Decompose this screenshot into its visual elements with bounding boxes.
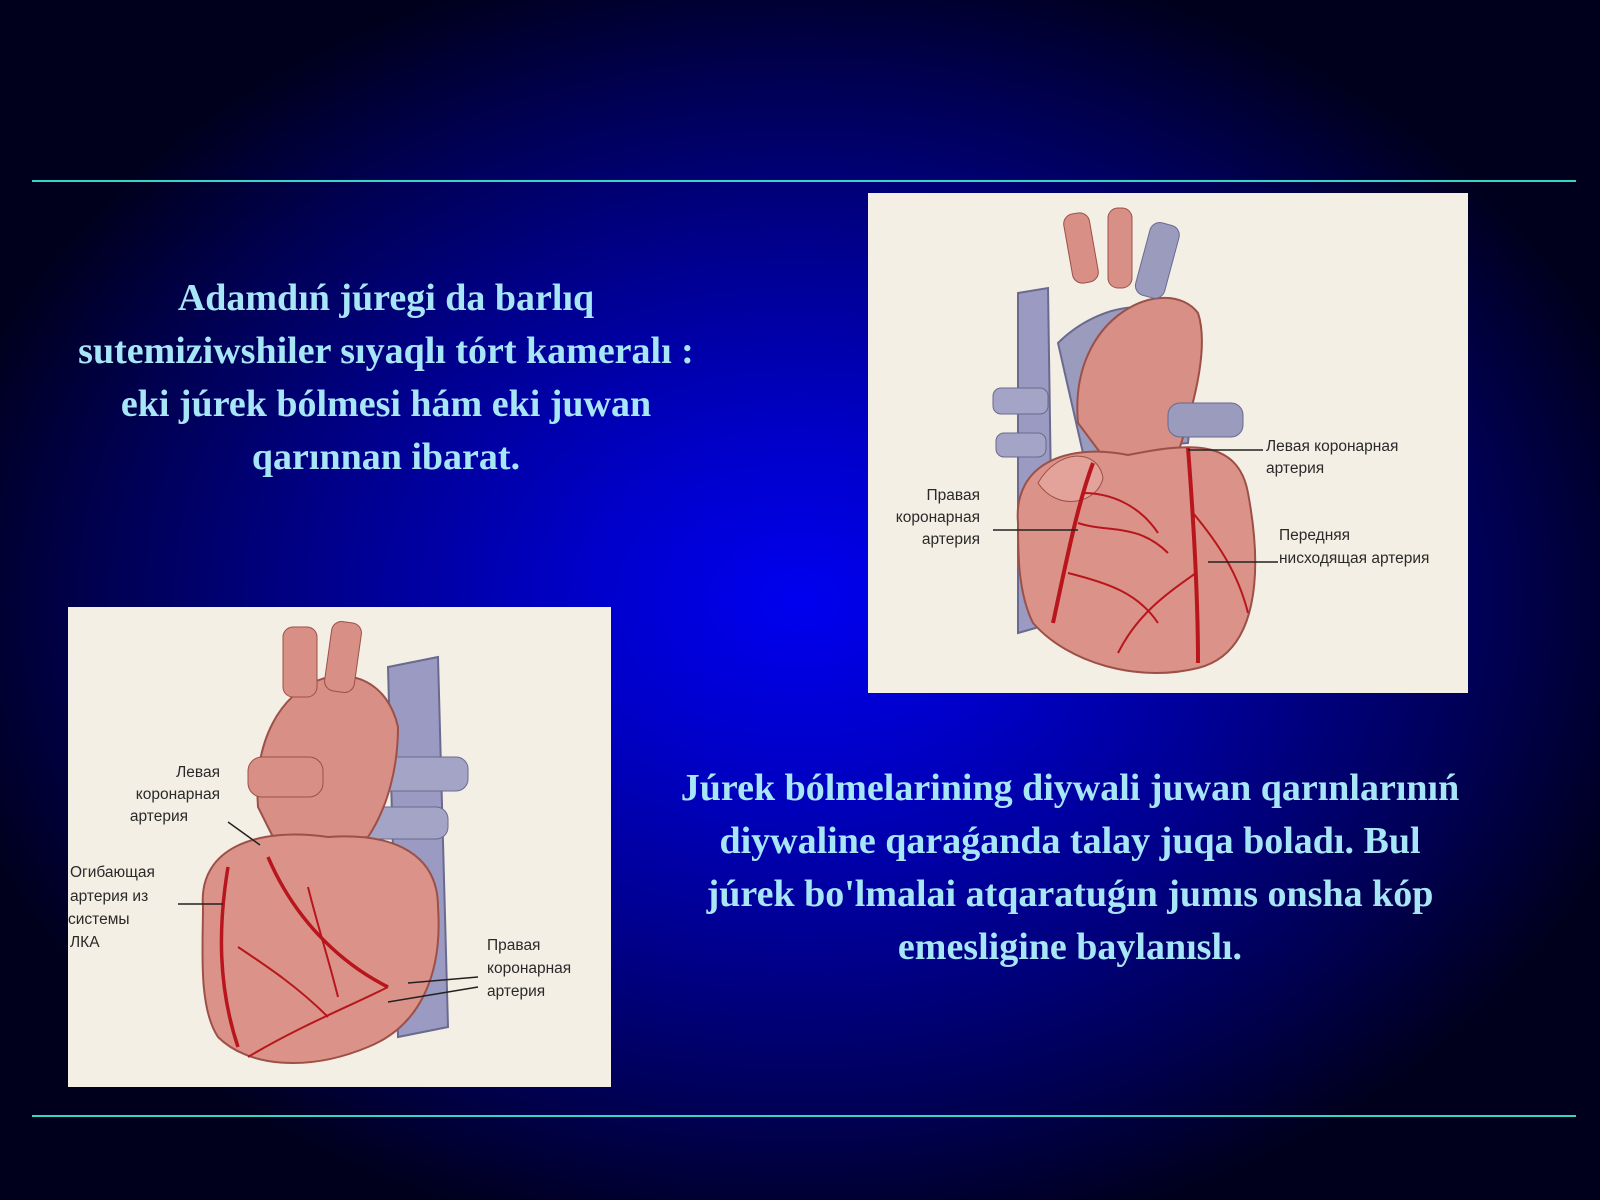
label-right-coronary-3: артерия bbox=[921, 531, 980, 548]
label-left-coronary-1: Левая коронарная bbox=[1266, 438, 1399, 455]
aortic-root bbox=[248, 757, 323, 797]
label-circumflex-3: системы bbox=[68, 911, 130, 928]
heart-figure-left bbox=[68, 607, 611, 1087]
label-circumflex-2: артерия из bbox=[70, 888, 149, 905]
label-left-coronary-1: Левая bbox=[176, 764, 220, 781]
bottom-rule-line bbox=[32, 1115, 1576, 1117]
label-right-coronary-3: артерия bbox=[487, 983, 546, 1000]
heart-figure-right bbox=[868, 193, 1468, 693]
top-rule-line bbox=[32, 180, 1576, 182]
label-circumflex-1: Огибающая bbox=[70, 864, 155, 881]
label-circumflex-4: ЛКА bbox=[70, 934, 100, 951]
aortic-branch bbox=[1062, 211, 1100, 284]
label-right-coronary-1: Правая bbox=[487, 937, 541, 954]
label-right-coronary-1: Правая bbox=[926, 487, 980, 504]
aortic-branch bbox=[283, 627, 317, 697]
heart-illustration-left bbox=[68, 607, 611, 1087]
label-left-coronary-3: артерия bbox=[129, 808, 188, 825]
label-left-coronary-2: коронарная bbox=[135, 786, 220, 803]
aortic-branch bbox=[1108, 208, 1132, 288]
pulmonary-artery-left bbox=[1168, 403, 1243, 437]
label-right-coronary-2: коронарная bbox=[487, 960, 572, 977]
text-bottom: Júrek bólmelarining diywali juwan qarınlarınıń diywaline qaraǵanda talay juqa boladı. Bul júrek bo'lmalai atqaratuǵın jumıs onsha kóp emesligine baylanıslı. bbox=[680, 767, 1460, 968]
label-left-coronary-2: артерия bbox=[1266, 460, 1325, 477]
label-anterior-2: нисходящая артерия bbox=[1279, 550, 1430, 567]
label-right-coronary-2: коронарная bbox=[895, 509, 980, 526]
pulmonary-vein bbox=[996, 433, 1046, 457]
leader-line bbox=[228, 822, 260, 845]
text-top: Adamdıń júregi da barlıq sutemiziwshiler sıyaqlı tórt kameralı : eki júrek bólmesi hám eki juwan qarınnan ibarat. bbox=[78, 277, 694, 478]
pulmonary-branch bbox=[1133, 220, 1181, 300]
label-anterior-1: Передняя bbox=[1279, 527, 1351, 544]
heart-illustration-right bbox=[868, 193, 1468, 693]
pulmonary-vein bbox=[993, 388, 1048, 414]
